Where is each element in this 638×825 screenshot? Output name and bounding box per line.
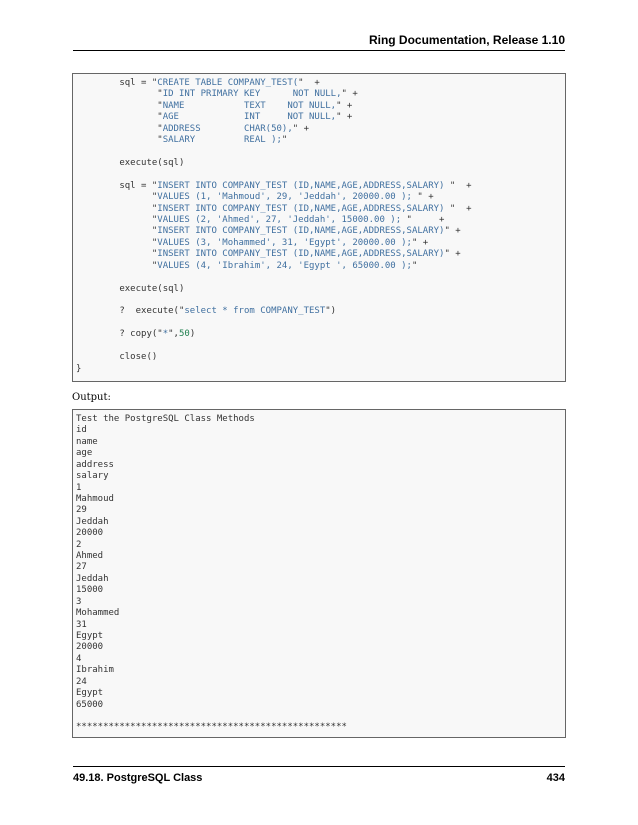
output-line: Mahmoud <box>76 493 114 504</box>
code-line: "VALUES (2, 'Ahmed', 27, 'Jeddah', 15000.00 ); " + <box>76 215 445 226</box>
code-line: ? execute("select * from COMPANY_TEST") <box>76 306 337 317</box>
output-line: Egypt <box>76 688 104 699</box>
output-line: 29 <box>76 505 87 516</box>
code-line: "INSERT INTO COMPANY_TEST (ID,NAME,AGE,ADDRESS,SALARY)" + <box>76 249 461 260</box>
output-block <box>72 409 566 738</box>
output-line: Mohammed <box>76 608 120 619</box>
code-line: "NAME TEXT NOT NULL," + <box>76 100 353 111</box>
footer-section-title: 49.18. PostgreSQL Class <box>73 772 203 784</box>
output-line: 20000 <box>76 528 104 539</box>
footer-rule <box>73 766 565 767</box>
output-line: 27 <box>76 562 87 573</box>
output-line: 20000 <box>76 642 104 653</box>
code-line: execute(sql) <box>76 157 185 168</box>
output-line: Ibrahim <box>76 665 114 676</box>
page-header-title: Ring Documentation, Release 1.10 <box>368 33 565 47</box>
output-line: ************************************************** <box>76 722 347 733</box>
code-line <box>76 318 562 329</box>
code-line <box>76 272 562 283</box>
code-line: "VALUES (3, 'Mohammed', 31, 'Egypt', 20000.00 );" + <box>76 237 429 248</box>
code-line: "VALUES (1, 'Mahmoud', 29, 'Jeddah', 20000.00 ); " + <box>76 192 434 203</box>
code-line: "ID INT PRIMARY KEY NOT NULL," + <box>76 89 358 100</box>
code-line: "ADDRESS CHAR(50)," + <box>76 123 310 134</box>
code-line <box>76 295 562 306</box>
output-line: 65000 <box>76 699 104 710</box>
output-line: salary <box>76 471 109 482</box>
output-line: 2 <box>76 539 82 550</box>
output-line: Jeddah <box>76 573 109 584</box>
header-rule <box>73 50 565 51</box>
output-line: name <box>76 436 98 447</box>
code-line <box>76 341 562 352</box>
code-line: "SALARY REAL );" <box>76 135 288 146</box>
output-line: 3 <box>76 596 82 607</box>
code-line: "AGE INT NOT NULL," + <box>76 112 353 123</box>
output-line <box>76 711 562 722</box>
output-line: 15000 <box>76 585 104 596</box>
code-line: sql = "INSERT INTO COMPANY_TEST (ID,NAME,AGE,ADDRESS,SALARY) " + <box>76 180 472 191</box>
output-line: 24 <box>76 676 87 687</box>
code-line <box>76 169 562 180</box>
code-line: execute(sql) <box>76 283 185 294</box>
code-line: } <box>76 363 82 374</box>
output-line: Test the PostgreSQL Class Methods <box>76 414 255 424</box>
output-line: id <box>76 425 87 436</box>
output-line: 1 <box>76 482 82 493</box>
output-label: Output: <box>72 392 111 403</box>
code-line <box>76 147 562 158</box>
output-line: age <box>76 448 93 459</box>
code-line: close() <box>76 352 158 363</box>
code-block <box>72 73 566 382</box>
output-line: 31 <box>76 619 87 630</box>
output-line: address <box>76 459 114 470</box>
code-line: ? copy("*",50) <box>76 329 196 340</box>
code-line: "INSERT INTO COMPANY_TEST (ID,NAME,AGE,ADDRESS,SALARY)" + <box>76 226 461 237</box>
output-line: Egypt <box>76 631 104 642</box>
output-line: Jeddah <box>76 516 109 527</box>
output-line: 4 <box>76 653 82 664</box>
code-line: sql = "CREATE TABLE COMPANY_TEST(" + <box>76 78 320 88</box>
code-line: "VALUES (4, 'Ibrahim', 24, 'Egypt ', 65000.00 );" <box>76 260 418 271</box>
output-line: Ahmed <box>76 551 104 562</box>
footer-page-number: 434 <box>546 772 565 784</box>
code-line: "INSERT INTO COMPANY_TEST (ID,NAME,AGE,ADDRESS,SALARY) " + <box>76 203 472 214</box>
